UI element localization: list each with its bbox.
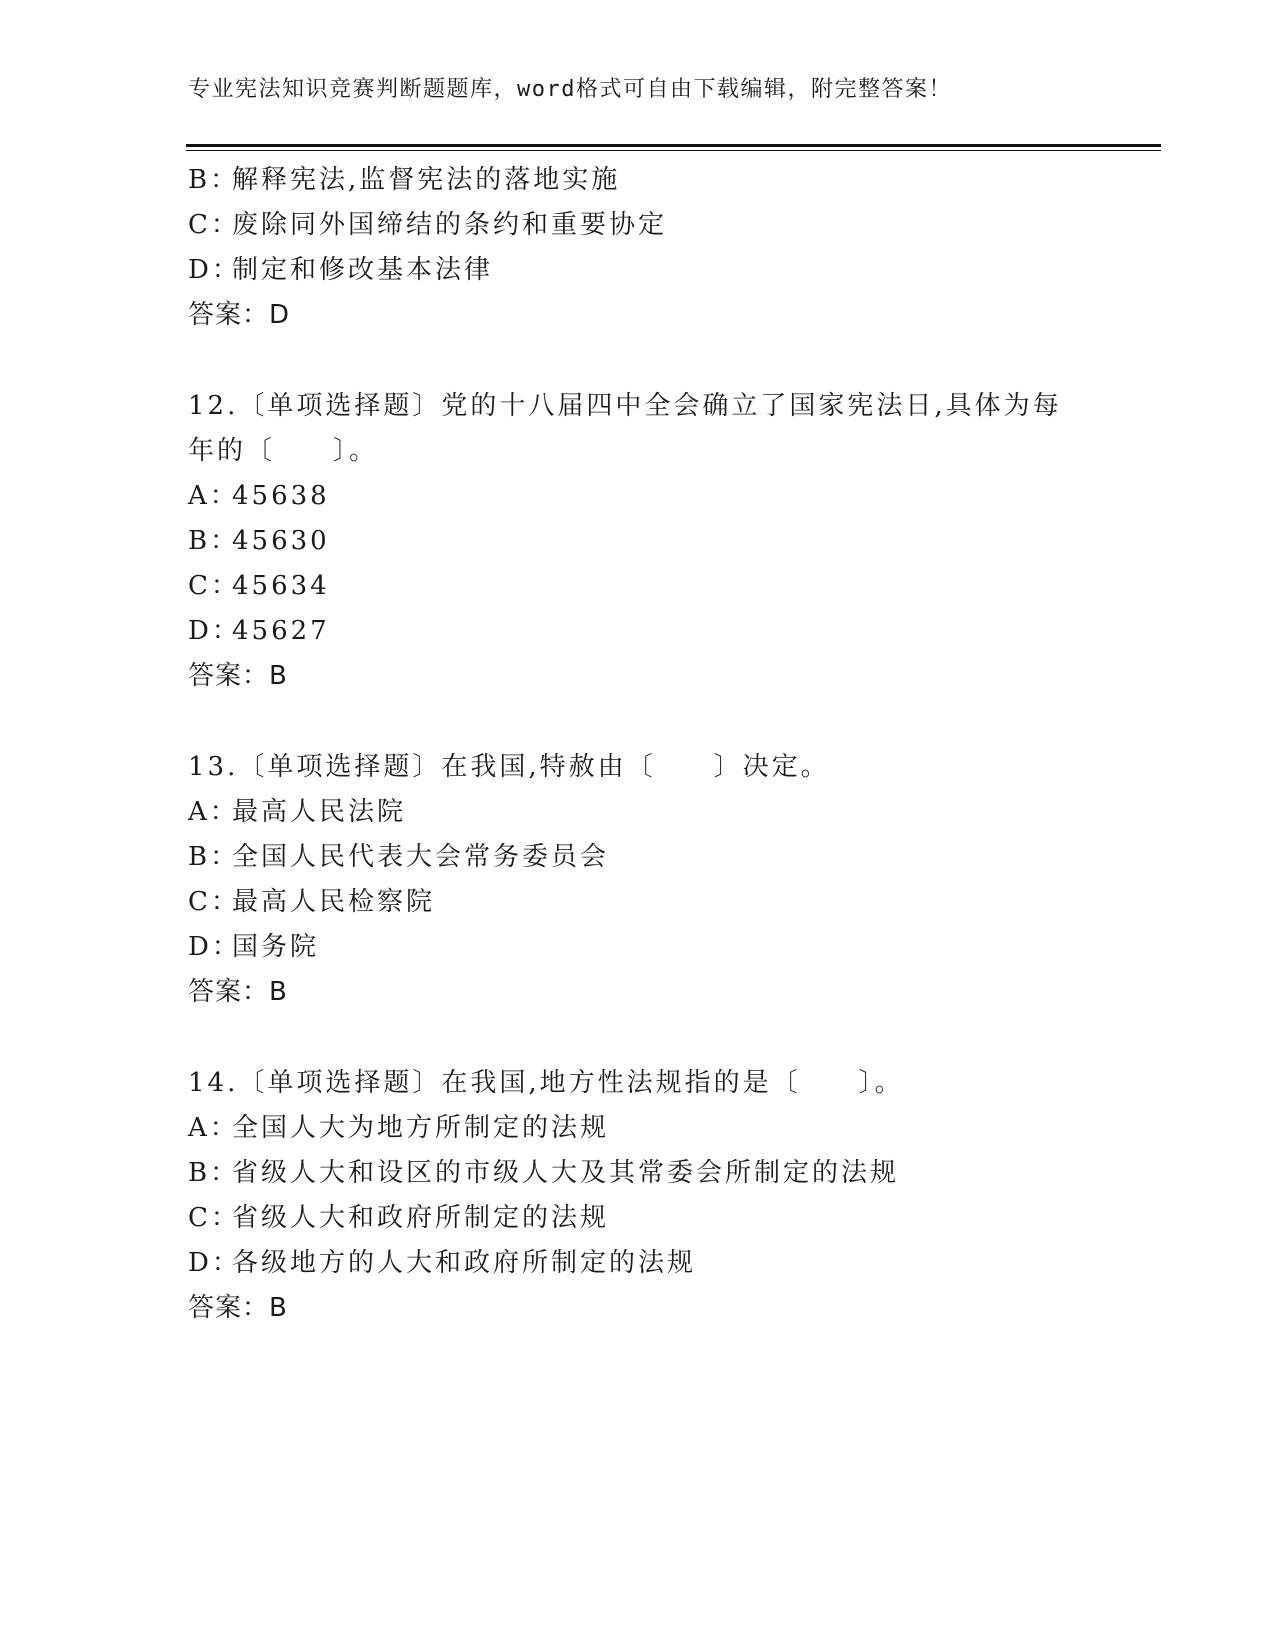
answer: 答案：B [188,977,288,1007]
question-12 [188,384,1088,699]
answer: 答案：B [188,1293,288,1323]
option-d: D：45627 [188,616,330,646]
page-header: 专业宪法知识竞赛判断题题库，word格式可自由下载编辑，附完整答案！ [188,77,952,102]
option-c: C：最高人民检察院 [188,887,436,917]
question-14 [188,1061,1088,1331]
option-b: B：全国人民代表大会常务委员会 [188,842,610,872]
question-stem-continued: 年的〔 〕。 [188,436,379,466]
option-d: D：制定和修改基本法律 [188,255,494,285]
answer: 答案：B [188,661,288,691]
option-b: B：省级人大和设区的市级人大及其常委会所制定的法规 [188,1158,900,1188]
question-11-continued [188,158,1088,338]
question-stem: 13.〔单项选择题〕在我国,特赦由〔 〕决定。 [188,752,830,782]
header-rule-thin [186,150,1161,151]
question-13 [188,745,1088,1015]
option-d: D：国务院 [188,932,320,962]
document-body [188,158,1088,1331]
option-d: D：各级地方的人大和政府所制定的法规 [188,1248,697,1278]
question-stem: 14.〔单项选择题〕在我国,地方性法规指的是〔 〕。 [188,1068,904,1098]
option-a: A：45638 [188,481,330,511]
option-c: C：废除同外国缔结的条约和重要协定 [188,210,668,240]
option-b: B：45630 [188,526,330,556]
option-b: B：解释宪法,监督宪法的落地实施 [188,165,621,195]
header-rule-thick [186,144,1161,147]
option-c: C：省级人大和政府所制定的法规 [188,1203,610,1233]
option-a: A：全国人大为地方所制定的法规 [188,1113,610,1143]
answer: 答案：D [188,300,291,330]
option-a: A：最高人民法院 [188,797,407,827]
option-c: C：45634 [188,571,330,601]
question-stem: 12.〔单项选择题〕党的十八届四中全会确立了国家宪法日,具体为每 [188,391,1062,421]
